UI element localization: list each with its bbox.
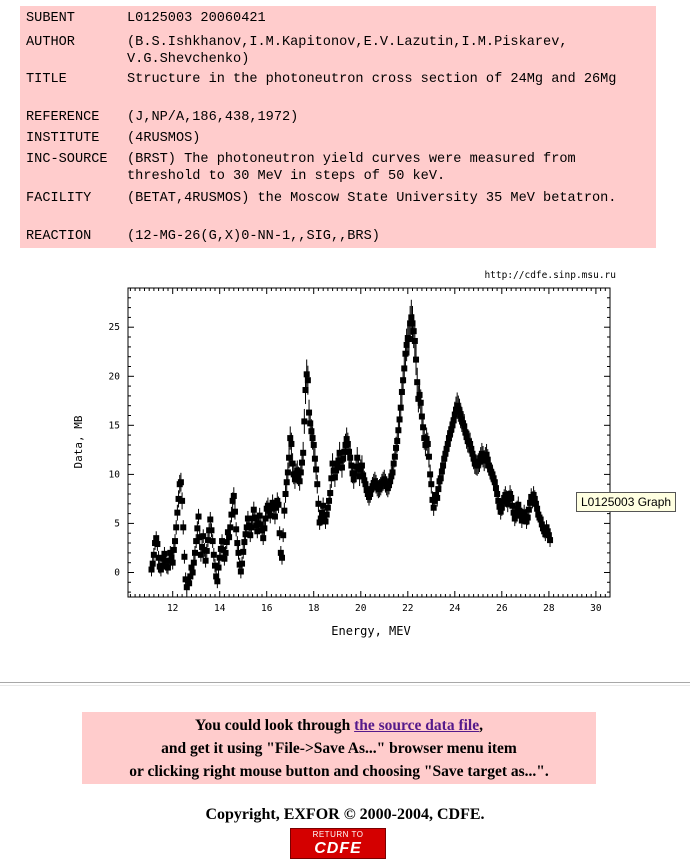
meta-key: REFERENCE: [26, 110, 100, 125]
data-point: [240, 545, 246, 559]
x-tick-label: 14: [213, 603, 226, 614]
y-tick-label: 20: [108, 371, 120, 383]
data-point: [233, 522, 239, 536]
meta-key: AUTHOR: [26, 35, 75, 50]
data-point: [196, 509, 202, 524]
y-axis: [109, 288, 610, 592]
return-big-label: CDFE: [314, 840, 362, 857]
y-tick-label: 0: [114, 567, 120, 579]
x-tick-label: 20: [355, 603, 367, 614]
x-tick-label: 26: [496, 603, 508, 614]
data-point: [180, 520, 186, 534]
y-tick-label: 10: [108, 469, 120, 481]
x-tick-label: 16: [260, 603, 273, 614]
data-point: [234, 536, 240, 550]
meta-value: (J,NP/A,186,438,1972): [127, 110, 299, 125]
meta-key: INSTITUTE: [26, 131, 100, 146]
data-point: [247, 528, 253, 542]
meta-value: (12-MG-26(G,X)0-NN-1,,SIG,,BRS): [127, 229, 380, 244]
metadata-table: [20, 6, 656, 248]
data-point: [304, 360, 310, 390]
copyright-text: Copyright, EXFOR © 2000-2004, CDFE.: [205, 806, 485, 823]
meta-key: INC-SOURCE: [26, 152, 108, 167]
y-axis-label: Data, MB: [72, 415, 85, 469]
data-point: [428, 475, 434, 494]
data-point: [241, 535, 247, 549]
data-series: [149, 300, 554, 594]
data-point: [210, 534, 216, 548]
data-point: [313, 459, 319, 479]
note-line-1: [82, 714, 596, 737]
meta-key: REACTION: [26, 229, 92, 244]
meta-value: L0125003 20060421: [127, 11, 266, 26]
meta-value: (BRST) The photoneutron yield curves were measured from threshold to 30 MeV in steps of 50 keV.: [127, 152, 576, 184]
x-axis: [130, 288, 610, 614]
source-url-label: http://cdfe.sinp.msu.ru: [484, 270, 616, 281]
data-point: [179, 492, 185, 509]
meta-key: TITLE: [26, 72, 67, 87]
data-point: [284, 473, 290, 492]
data-point: [173, 520, 179, 534]
x-axis-label: Energy, MEV: [331, 624, 411, 638]
data-point: [413, 344, 419, 375]
x-tick-label: 18: [308, 603, 320, 614]
x-tick-label: 22: [402, 603, 414, 614]
download-note: [82, 712, 596, 784]
note-text: ,: [479, 717, 483, 734]
note-line-3: or clicking right mouse button and choosing "Save target as...".: [129, 763, 549, 780]
meta-value: (BETAT,4RUSMOS) the Moscow State University 35 MeV betatron.: [127, 191, 617, 206]
note-line-2: and get it using "File->Save As..." browser menu item: [161, 740, 517, 757]
cross-section-plot: [0, 258, 690, 658]
y-tick-label: 15: [108, 420, 120, 432]
chart-svg: [0, 258, 690, 658]
x-tick-label: 12: [166, 603, 179, 614]
data-point: [174, 505, 180, 521]
data-point: [260, 531, 266, 545]
meta-value: (4RUSMOS): [127, 131, 201, 146]
data-point: [281, 503, 287, 519]
x-tick-label: 28: [543, 603, 555, 614]
y-tick-label: 25: [108, 322, 120, 334]
meta-value: Structure in the photoneutron cross section of 24Mg and 26Mg: [127, 72, 617, 87]
y-tick-label: 5: [114, 518, 120, 530]
data-point: [314, 475, 320, 494]
data-point: [312, 448, 318, 469]
meta-key: SUBENT: [26, 11, 75, 26]
data-point: [181, 550, 187, 564]
data-point: [172, 534, 178, 548]
meta-key: FACILITY: [26, 191, 92, 206]
data-point: [178, 473, 184, 492]
x-tick-label: 24: [449, 603, 461, 614]
return-to-cdfe-button[interactable]: [290, 828, 386, 859]
note-text: You could look through: [195, 717, 355, 734]
data-point: [211, 548, 217, 562]
graph-tooltip: L0125003 Graph: [576, 492, 676, 512]
plot-frame: [128, 288, 610, 597]
meta-value: (B.S.Ishkhanov,I.M.Kapitonov,E.V.Lazutin,I.M.Piskarev, V.G.Shevchenko): [127, 35, 568, 67]
return-small-label: RETURN TO: [312, 830, 364, 839]
source-data-file-link[interactable]: the source data file: [354, 717, 480, 734]
data-point: [283, 485, 289, 503]
data-point: [207, 512, 213, 527]
horizontal-rule: [0, 682, 690, 686]
x-tick-label: 30: [590, 603, 602, 614]
data-point: [192, 546, 198, 560]
